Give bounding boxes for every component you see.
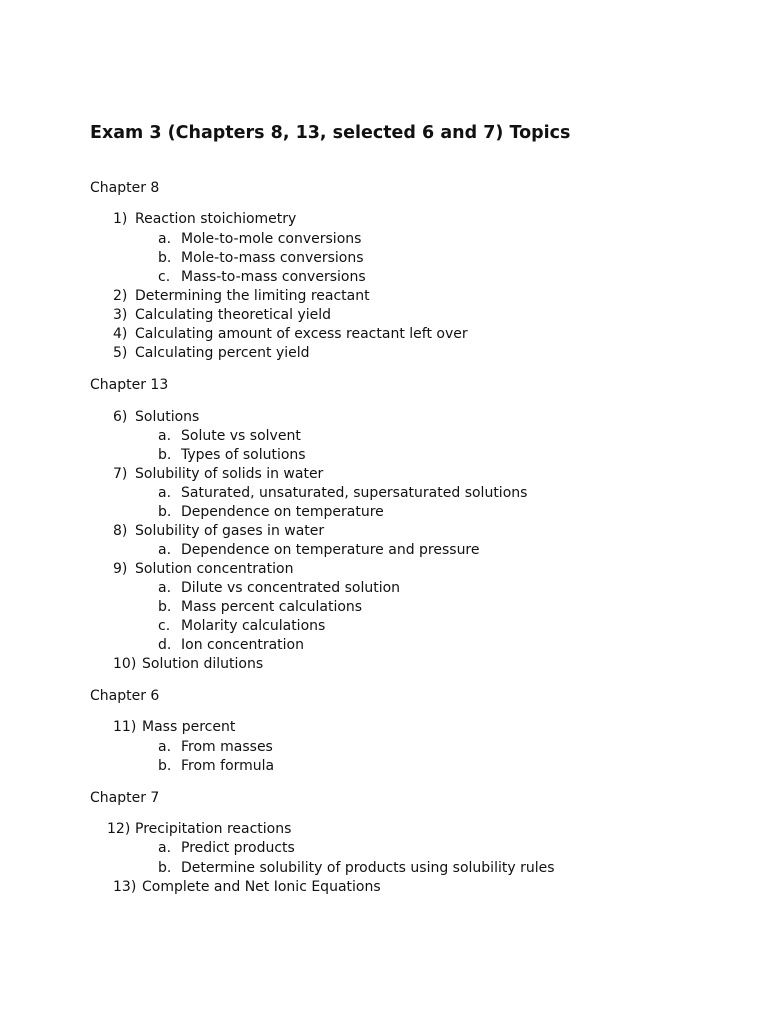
item-number: 7): [113, 466, 128, 482]
subitem-letter: a.: [158, 542, 172, 558]
item-text: Solution concentration: [135, 561, 294, 577]
item-number: 5): [113, 345, 128, 361]
item-text: Reaction stoichiometry: [135, 211, 297, 227]
subitem-text: Mass percent calculations: [181, 599, 363, 615]
subitem-letter: a.: [158, 231, 172, 247]
subitem-text: Types of solutions: [181, 447, 306, 463]
item-number: 1): [113, 211, 128, 227]
subitem-text: Dilute vs concentrated solution: [181, 580, 401, 596]
chapter-heading: Chapter 6: [90, 688, 160, 704]
subitem-text: Saturated, unsaturated, supersaturated solutions: [181, 485, 528, 501]
subitem-letter: c.: [158, 618, 171, 634]
item-number: 9): [113, 561, 128, 577]
subitem-letter: b.: [158, 758, 172, 774]
chapter-heading: Chapter 13: [90, 377, 169, 393]
subitem-text: Mole-to-mole conversions: [181, 231, 362, 247]
item-text: Complete and Net Ionic Equations: [142, 879, 381, 895]
item-text: Solutions: [135, 409, 200, 425]
subitem-text: Mass-to-mass conversions: [181, 269, 366, 285]
chapter-heading: Chapter 8: [90, 180, 160, 196]
chapter-heading: Chapter 7: [90, 790, 160, 806]
item-text: Mass percent: [142, 719, 236, 735]
item-number: 6): [113, 409, 128, 425]
subitem-text: Determine solubility of products using solubility rules: [181, 860, 555, 876]
item-number: 3): [113, 307, 128, 323]
item-number: 13): [113, 879, 137, 895]
item-text: Determining the limiting reactant: [135, 288, 370, 304]
subitem-text: From masses: [181, 739, 273, 755]
subitem-letter: b.: [158, 504, 172, 520]
item-text: Solubility of solids in water: [135, 466, 324, 482]
subitem-letter: a.: [158, 580, 172, 596]
subitem-letter: b.: [158, 250, 172, 266]
subitem-letter: b.: [158, 599, 172, 615]
item-number: 11): [113, 719, 137, 735]
subitem-letter: a.: [158, 739, 172, 755]
item-text: Calculating percent yield: [135, 345, 310, 361]
item-number: 2): [113, 288, 128, 304]
item-number: 12): [107, 821, 131, 837]
subitem-letter: a.: [158, 840, 172, 856]
item-number: 10): [113, 656, 137, 672]
subitem-text: Molarity calculations: [181, 618, 326, 634]
item-text: Solubility of gases in water: [135, 523, 325, 539]
item-text: Precipitation reactions: [135, 821, 292, 837]
subitem-letter: d.: [158, 637, 172, 653]
item-number: 4): [113, 326, 128, 342]
subitem-letter: a.: [158, 485, 172, 501]
subitem-letter: c.: [158, 269, 171, 285]
subitem-text: Dependence on temperature: [181, 504, 384, 520]
subitem-text: Predict products: [181, 840, 295, 856]
item-text: Calculating theoretical yield: [135, 307, 332, 323]
item-text: Solution dilutions: [142, 656, 264, 672]
item-number: 8): [113, 523, 128, 539]
subitem-text: Dependence on temperature and pressure: [181, 542, 480, 558]
item-text: Calculating amount of excess reactant left over: [135, 326, 468, 342]
subitem-text: Solute vs solvent: [181, 428, 301, 444]
subitem-letter: b.: [158, 447, 172, 463]
page-title: Exam 3 (Chapters 8, 13, selected 6 and 7) Topics: [90, 123, 571, 143]
subitem-text: From formula: [181, 758, 275, 774]
subitem-text: Mole-to-mass conversions: [181, 250, 364, 266]
subitem-letter: a.: [158, 428, 172, 444]
subitem-text: Ion concentration: [181, 637, 304, 653]
subitem-letter: b.: [158, 860, 172, 876]
